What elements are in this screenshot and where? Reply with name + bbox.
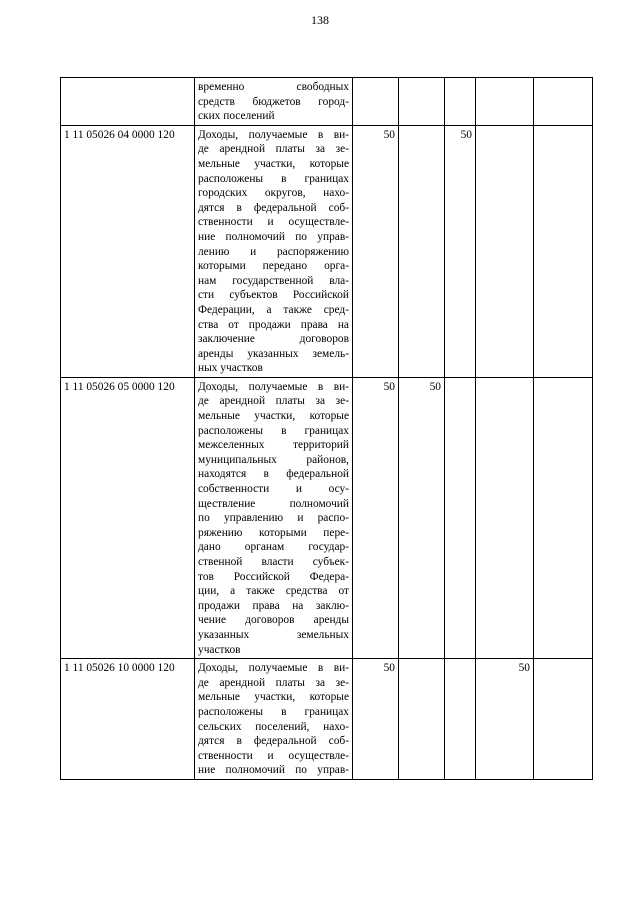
description-line: мельные участки, которые: [198, 157, 349, 170]
norm-value-cell: [534, 125, 593, 377]
description-line: де арендной платы за зе-: [198, 676, 349, 689]
norm-value-cell: [399, 78, 445, 126]
description-line: ских поселений: [198, 110, 275, 123]
description-line: ряжению которыми пере-: [198, 526, 349, 539]
revenue-description-cell: [195, 377, 353, 658]
norm-value-cell: 50: [445, 125, 476, 377]
norm-value-cell: [476, 78, 534, 126]
table-row: [61, 125, 593, 377]
description-line: Доходы, получаемые в ви-: [198, 380, 349, 393]
norm-value-cell: 50: [399, 377, 445, 658]
table-row: [61, 659, 593, 780]
description-line: расположены в границах: [198, 424, 349, 437]
norm-value-cell: [476, 125, 534, 377]
description-line: Доходы, получаемые в ви-: [198, 128, 349, 141]
description-line: де арендной платы за зе-: [198, 395, 349, 408]
description-line: аренды указанных земель-: [198, 347, 349, 360]
description-line: находятся в федеральной: [198, 468, 349, 481]
description-line: участков: [198, 643, 241, 656]
norm-value-cell: 50: [353, 377, 399, 658]
revenue-code-cell: [61, 78, 195, 126]
description-line: сельских поселений, нахо-: [198, 720, 349, 733]
description-line: межселенных территорий: [198, 439, 349, 452]
norm-value-cell: [399, 125, 445, 377]
description-line: ственной власти субъек-: [198, 556, 349, 568]
description-line: городских округов, нахо-: [198, 187, 349, 200]
table-row: [61, 78, 593, 126]
revenue-table: [60, 77, 593, 780]
norm-value-cell: [445, 377, 476, 658]
page-number: 138: [311, 13, 329, 27]
description-line: дятся в федеральной соб-: [198, 201, 349, 214]
norm-value-cell: 50: [353, 659, 399, 780]
description-line: которыми передано орга-: [198, 260, 349, 273]
description-line: продажи права на заклю-: [198, 599, 349, 612]
norm-value-cell: [534, 78, 593, 126]
description-line: Доходы, получаемые в ви-: [198, 662, 349, 675]
description-line: средств бюджетов город-: [198, 95, 349, 108]
description-line: ственности и осуществле-: [198, 216, 349, 229]
description-line: ных участков: [198, 362, 263, 375]
norm-value-cell: [353, 78, 399, 126]
revenue-code-cell: 1 11 05026 04 0000 120: [61, 125, 195, 377]
description-line: указанных земельных: [198, 628, 349, 641]
description-line: ние полномочий по управ-: [198, 230, 349, 243]
description-line: ние полномочий по управ-: [198, 764, 349, 777]
norm-value-cell: [476, 377, 534, 658]
description-line: собственности и осу-: [198, 483, 349, 496]
description-line: расположены в границах: [198, 705, 349, 718]
revenue-description-cell: [195, 125, 353, 377]
description-line: Федерации, а также сред-: [198, 303, 349, 316]
norm-value-cell: 50: [476, 659, 534, 780]
description-line: чение договоров аренды: [198, 614, 349, 627]
description-line: расположены в границах: [198, 172, 349, 185]
revenue-code-cell: 1 11 05026 05 0000 120: [61, 377, 195, 658]
norm-value-cell: [445, 78, 476, 126]
description-line: тов Российской Федера-: [198, 570, 349, 583]
revenue-description-cell: [195, 78, 353, 126]
norm-value-cell: [534, 377, 593, 658]
description-line: сти субъектов Российской: [198, 289, 349, 302]
norm-value-cell: [445, 659, 476, 780]
description-line: лению и распоряжению: [198, 245, 349, 258]
table-row: [61, 377, 593, 658]
description-line: по управлению и распо-: [198, 512, 349, 525]
norm-value-cell: [399, 659, 445, 780]
description-line: нам государственной вла-: [198, 274, 349, 287]
revenue-code-cell: 1 11 05026 10 0000 120: [61, 659, 195, 780]
norm-value-cell: 50: [353, 125, 399, 377]
description-line: муниципальных районов,: [198, 453, 349, 466]
description-line: временно свободных: [198, 81, 349, 93]
description-line: мельные участки, которые: [198, 410, 349, 423]
revenue-description-cell: [195, 659, 353, 780]
description-line: ственности и осуществле-: [198, 749, 349, 762]
description-line: ства от продажи права на: [198, 318, 349, 331]
description-line: заключение договоров: [198, 333, 349, 346]
description-line: де арендной платы за зе-: [198, 143, 349, 156]
norm-value-cell: [534, 659, 593, 780]
description-line: мельные участки, которые: [198, 691, 349, 704]
description-line: ции, а также средства от: [198, 585, 349, 598]
description-line: дано органам государ-: [198, 541, 349, 554]
description-line: дятся в федеральной соб-: [198, 735, 349, 748]
description-line: ществление полномочий: [198, 497, 349, 510]
